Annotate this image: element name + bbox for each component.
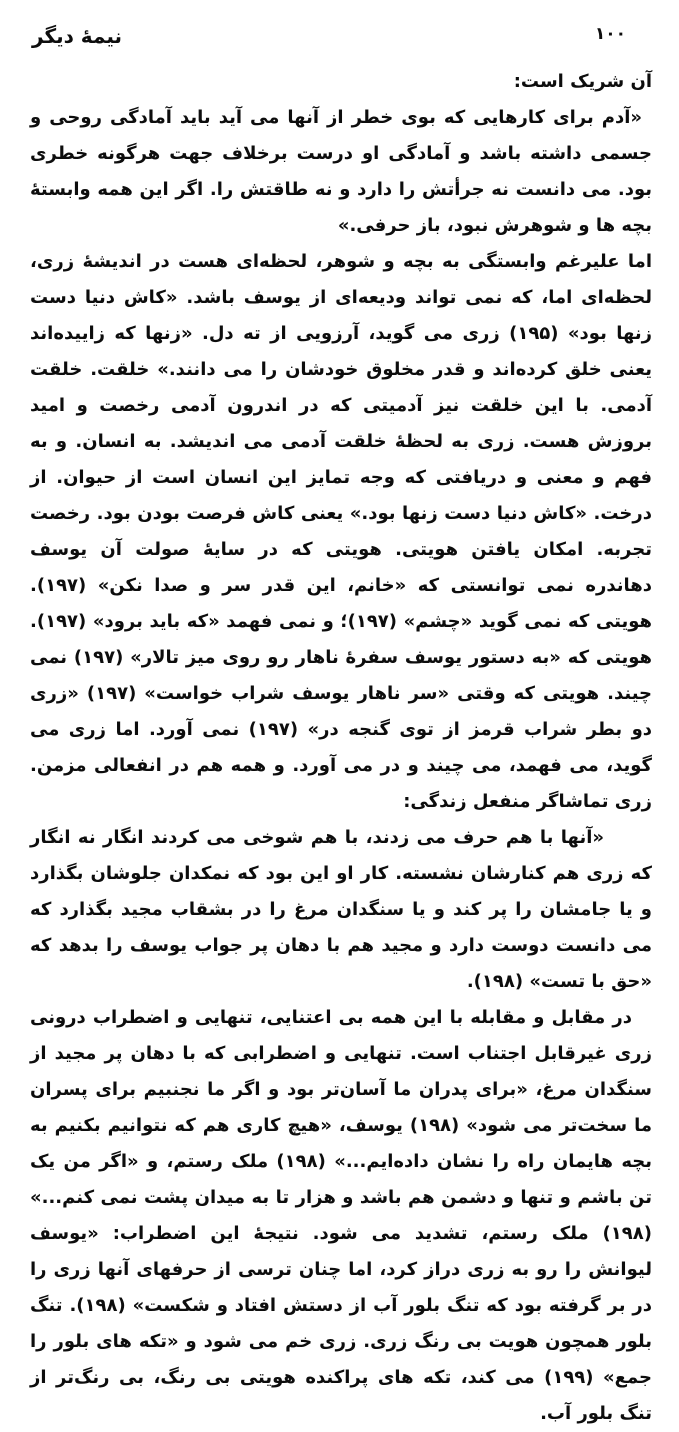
paragraph-analysis-anxiety: در مقابل و مقابله با این همه بی اعتنایی، تنهایی و اضطراب درونی زری غیرقابل اجتناب است. تنهایی و اضطرابی که با دهان پر مجید از سنگدان مرغ، «برای پدران ما آسان‌تر بود و اگر ما نجنبیم برای پسران ما سخت‌تر می شود» (۱۹۸) یوسف، «هیچ کاری هم که نتوانیم بکنیم به بچه هایمان راه را نشان داده‌ایم...» (۱۹۸) ملک رستم، و «اگر من یک تن باشم و تنها و دشمن هم باشد و هزار تا به میدان پشت نمی کنم...» (۱۹۸) ملک رستم، تشدید می شود. نتیجهٔ این اضطراب: «یوسف لیوانش را رو به زری دراز کرد، اما چنان ترسی از حرفهای آنها زری را در بر گرفته بود که تنگ بلور آب از دستش افتاد و شکست» (۱۹۸). تنگ بلور همچون هویت بی رنگ زری. زری خم می شود و «تکه های بلور را جمع» (۱۹۹) می کند، تکه های پراکنده هویتی بی رنگ، بی رنگ‌تر از تنگ بلور آب.	[30, 1007, 653, 1424]
paragraph-blockquote-adam: «آدم برای کارهایی که بوی خطر از آنها می آید باید آمادگی روحی و جسمی داشته باشد و آمادگی او درست برخلاف جهت هرگونه خطری بود. می دانست نه جرأتش را دارد و نه طاقتش را. اگر این همه وابستهٔ بچه ها و شوهرش نبود، باز حرفی.»	[30, 107, 652, 236]
page-body	[30, 64, 652, 1432]
running-title: نیمهٔ دیگر	[32, 24, 123, 48]
page-header	[30, 24, 652, 64]
paragraph-analysis-zari: اما علیرغم وابستگی به بچه و شوهر، لحظه‌ای هست در اندیشهٔ زری، لحظه‌ای اما، که نمی تواند ودیعه‌ای از یوسف باشد. «کاش دنیا دست زنها بود» (۱۹۵) زری می گوید، آرزویی از ته دل. «زنها که زاییده‌اند یعنی خلق کرده‌اند و قدر مخلوق خودشان را می دانند.» خلقت. خلقت آدمی. با این خلقت نیز آدمیتی که در اندرون آدمی رخصت و امید بروزش هست. زری به لحظهٔ خلقت آدمی می اندیشد. به انسان. و به فهم و معنی و دریافتی که وجه تمایز این انسان است از حیوان. از درخت. «کاش دنیا دست زنها بود.» یعنی کاش فرصت بودن بود. رخصت تجربه. امکان یافتن هویتی. هویتی که در سایهٔ صولت آن یوسف دهاندره نمی توانستی که «خانم، این قدر سر و صدا نکن» (۱۹۷). هویتی که نمی گوید «چشم» (۱۹۷)؛ و نمی فهمد «که باید برود» (۱۹۷). هویتی که «به دستور یوسف سفرهٔ ناهار رو روی میز تالار» (۱۹۷) نمی چیند. هویتی که وقتی «سر ناهار یوسف شراب خواست» (۱۹۷) «زری دو بطر شراب قرمز از توی گنجه در» (۱۹۷) نمی آورد. اما زری می گوید، می فهمد، می چیند و در می آورد. و همه هم در انفعالی مزمن. زری تماشاگر منفعل زندگی:	[30, 251, 653, 812]
paragraph-lead-line: آن شریک است:	[513, 71, 652, 92]
paragraph-blockquote-anha: «آنها با هم حرف می زدند، با هم شوخی می کردند انگار نه انگار که زری هم کنارشان نشسته. کار او این بود که نمکدان جلوشان بگذارد و یا جامشان را پر کند و یا سنگدان مرغ را در بشقاب مجید بگذارد که می دانست دوست دارد و مجید هم با دهان پر جواب یوسف را بدهد که «حق با تست» (۱۹۸).	[30, 827, 652, 992]
page-number: ۱۰۰	[594, 24, 626, 44]
